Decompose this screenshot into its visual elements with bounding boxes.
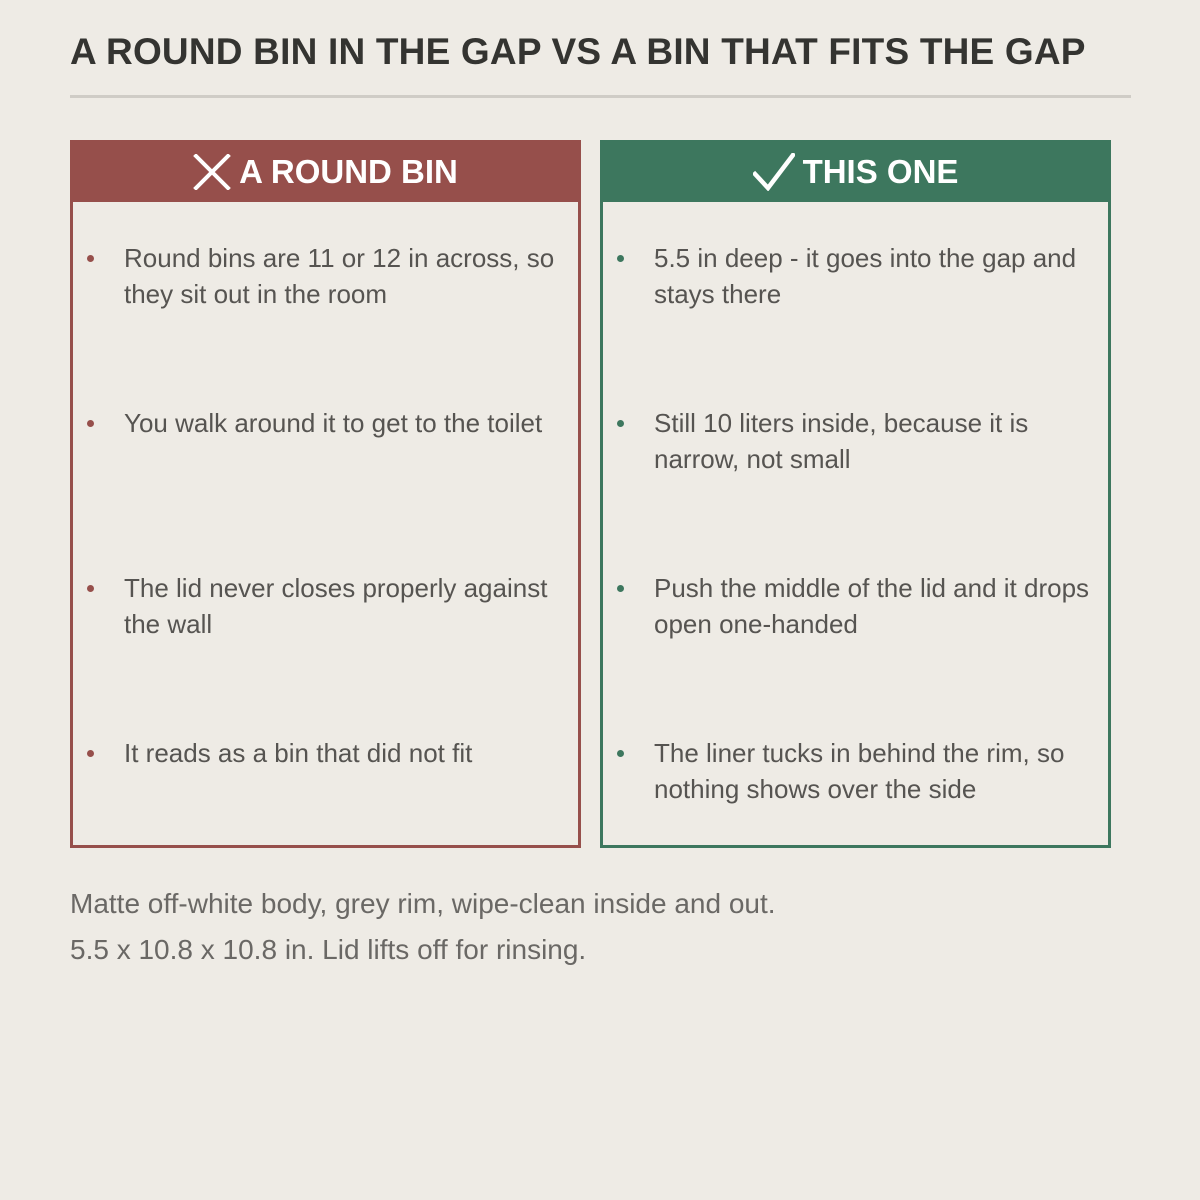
this-one-column: [600, 140, 1111, 848]
page-title: A ROUND BIN IN THE GAP VS A BIN THAT FITS THE GAP: [70, 31, 1086, 72]
bullet-dot: [617, 585, 624, 592]
round-bin-header: [72, 142, 579, 202]
check-icon: [753, 153, 795, 191]
bullet-dot: [87, 750, 94, 757]
bullet-dot: [617, 750, 624, 757]
list-item-text: 5.5 in deep - it goes into the gap and stays there: [654, 243, 1077, 309]
cross-icon: [193, 154, 231, 190]
bullet-dot: [87, 420, 94, 427]
list-item-text: Round bins are 11 or 12 in across, so they sit out in the room: [124, 243, 555, 309]
bullet-dot: [617, 255, 624, 262]
this-one-header: [602, 142, 1109, 202]
product-finish-note: Matte off-white body, grey rim, wipe-clean inside and out.: [70, 888, 776, 919]
bullet-dot: [617, 420, 624, 427]
this-one-heading: THIS ONE: [802, 153, 959, 190]
product-dimensions-note: 5.5 x 10.8 x 10.8 in. Lid lifts off for rinsing.: [70, 934, 587, 965]
bullet-dot: [87, 255, 94, 262]
list-item-text: You walk around it to get to the toilet: [124, 408, 543, 438]
list-item-text: It reads as a bin that did not fit: [124, 738, 473, 768]
title-divider: [70, 95, 1131, 98]
round-bin-heading: A ROUND BIN: [239, 153, 458, 190]
list-item-text: Still 10 liters inside, because it is narrow, not small: [654, 408, 1029, 474]
list-item-text: Push the middle of the lid and it drops open one-handed: [654, 573, 1090, 639]
list-item-text: The lid never closes properly against the wall: [124, 573, 548, 639]
round-bin-column: [70, 140, 581, 848]
list-item-text: The liner tucks in behind the rim, so nothing shows over the side: [654, 738, 1065, 804]
bullet-dot: [87, 585, 94, 592]
